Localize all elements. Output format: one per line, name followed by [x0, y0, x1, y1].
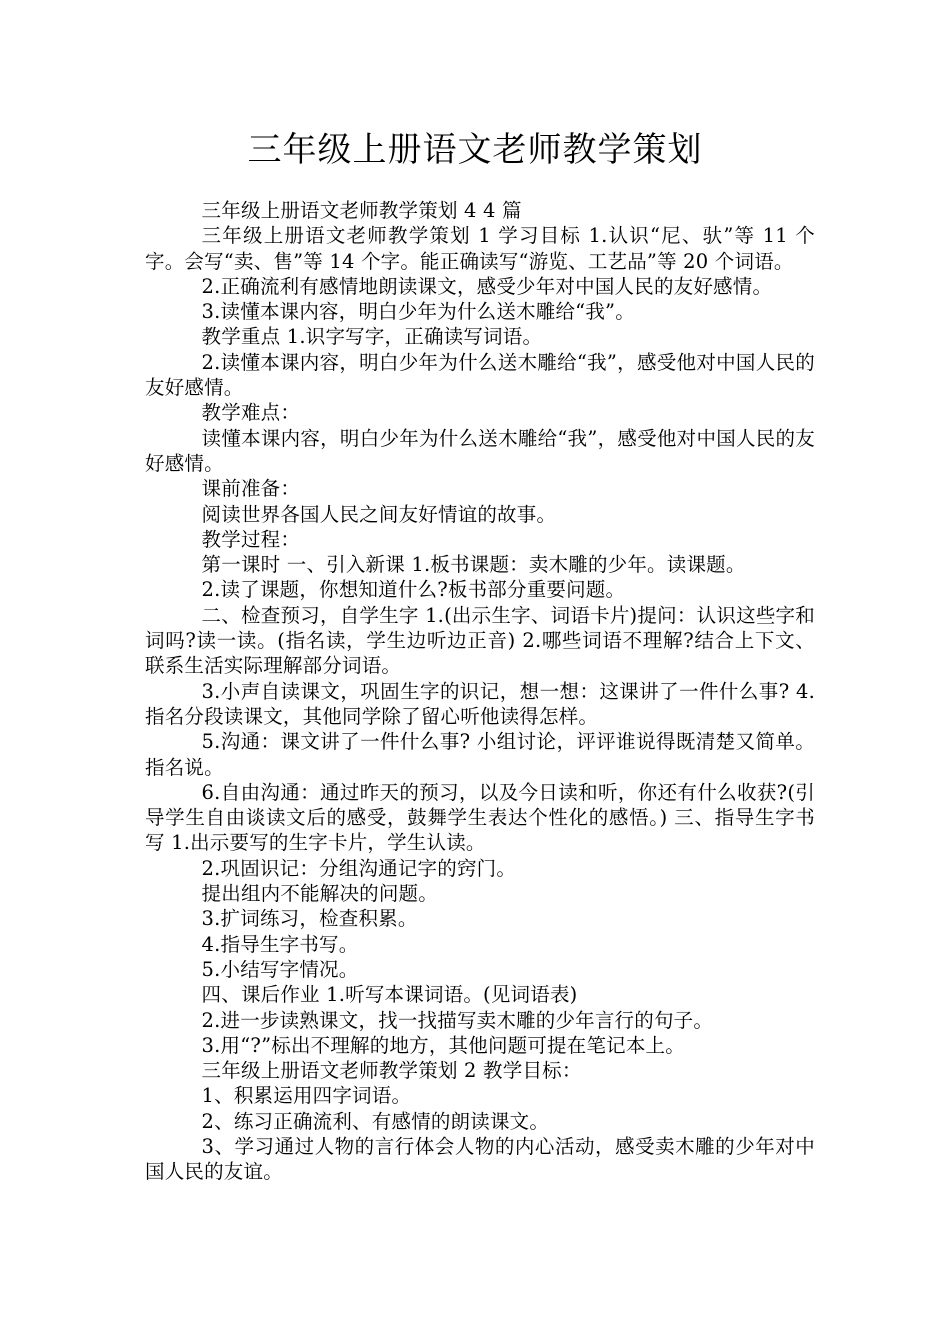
paragraph: 三年级上册语文老师教学策划 1 学习目标 1.认识“尼、驮”等 11 个字。会写“卖、售”等 14 个字。能正确读写“游览、工艺品”等 20 个词语。	[145, 224, 815, 273]
paragraph: 4.指导生字书写。	[201, 932, 359, 956]
paragraph: 5.沟通：课文讲了一件什么事? 小组讨论，评评谁说得既清楚又简单。指名说。	[145, 730, 815, 779]
paragraph: 3.读懂本课内容，明白少年为什么送木雕给“我”。	[201, 300, 635, 324]
paragraph: 2.读了课题，你想知道什么?板书部分重要问题。	[201, 578, 626, 602]
paragraph: 教学难点：	[201, 401, 301, 425]
paragraph: 2.进一步读熟课文，找一找描写卖木雕的少年言行的句子。	[201, 1008, 714, 1032]
paragraph: 3.小声自读课文，巩固生字的识记，想一想：这课讲了一件什么事? 4.指名分段读课文，其他同学除了留心听他读得怎样。	[145, 679, 815, 728]
paragraph: 3.扩词练习，检查积累。	[201, 907, 418, 931]
paragraph: 四、课后作业 1.听写本课词语。(见词语表)	[201, 983, 578, 1007]
paragraph: 三年级上册语文老师教学策划 4 4 篇	[201, 199, 522, 222]
paragraph: 阅读世界各国人民之间友好情谊的故事。	[201, 502, 557, 526]
document-title: 三年级上册语文老师教学策划	[247, 130, 703, 170]
paragraph: 2.巩固识记：分组沟通记字的窍门。	[201, 856, 517, 880]
paragraph: 教学重点 1.识字写字，正确读写词语。	[201, 325, 543, 349]
document-body	[145, 198, 815, 1185]
paragraph: 2.正确流利有感情地朗读课文，感受少年对中国人民的友好感情。	[201, 274, 773, 298]
paragraph: 2.读懂本课内容，明白少年为什么送木雕给“我”，感受他对中国人民的友好感情。	[145, 350, 815, 400]
paragraph: 1、积累运用四字词语。	[201, 1084, 412, 1108]
paragraph: 读懂本课内容，明白少年为什么送木雕给“我”，感受他对中国人民的友好感情。	[145, 426, 815, 475]
paragraph: 提出组内不能解决的问题。	[201, 882, 438, 906]
paragraph: 3、学习通过人物的言行体会人物的内心活动，感受卖木雕的少年对中国人民的友谊。	[145, 1134, 815, 1184]
paragraph: 6.自由沟通：通过昨天的预习，以及今日读和听，你还有什么收获?(引导学生自由谈读文后的感受，鼓舞学生表达个性化的感悟。) 三、指导生字书写 1.出示要写的生字卡片，学生认读。	[145, 780, 815, 855]
paragraph: 第一课时 一、引入新课 1.板书课题：卖木雕的少年。读课题。	[201, 553, 746, 577]
paragraph: 二、检查预习，自学生字 1.(出示生字、词语卡片)提问：认识这些字和词吗?读一读。(指名读，学生边听边正音) 2.哪些词语不理解?结合上下文、联系生活实际理解部分词语。	[145, 603, 815, 678]
paragraph: 2、练习正确流利、有感情的朗读课文。	[201, 1109, 550, 1133]
paragraph: 课前准备：	[201, 477, 301, 501]
paragraph: 三年级上册语文老师教学策划 2 教学目标：	[201, 1059, 582, 1083]
paragraph: 5.小结写字情况。	[201, 957, 359, 981]
paragraph: 3.用“?”标出不理解的地方，其他问题可提在笔记本上。	[201, 1033, 685, 1057]
paragraph: 教学过程：	[201, 527, 301, 551]
